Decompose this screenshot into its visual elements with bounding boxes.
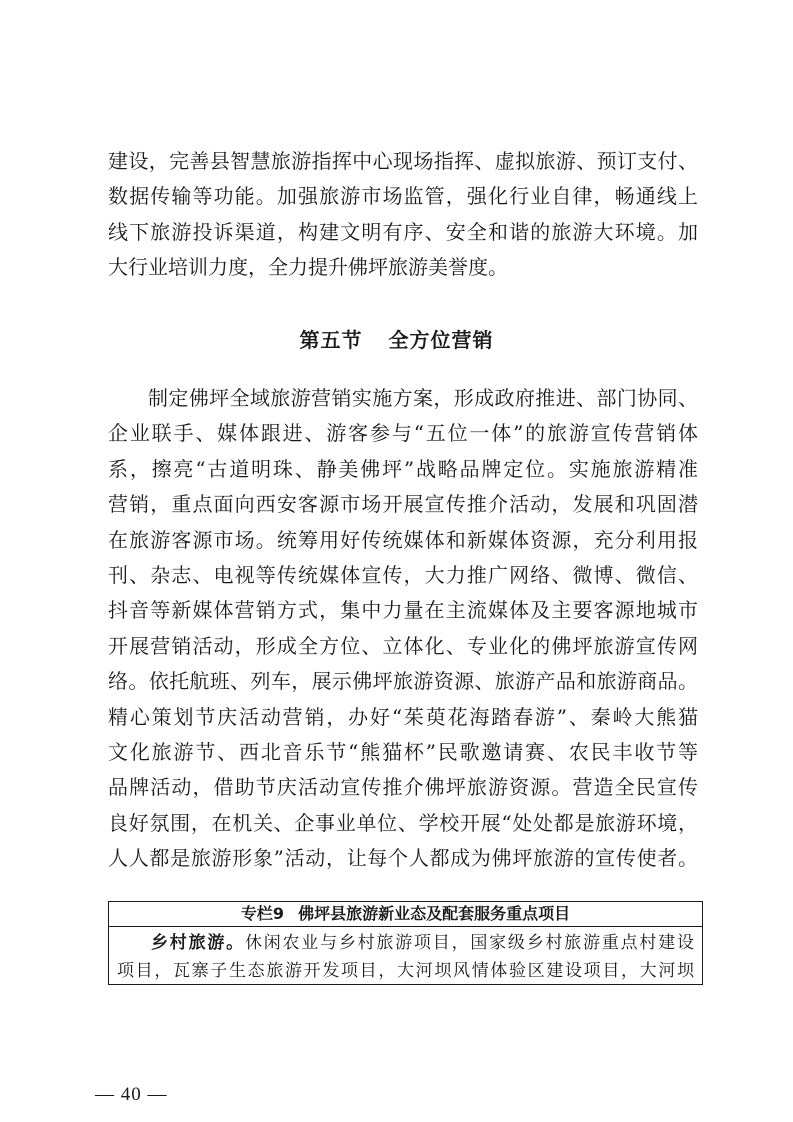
paragraph-line: 精心策划节庆活动营销，办好“茱萸花海踏春游”、秦岭大熊猫 <box>108 704 698 729</box>
box-lead: 乡村旅游。 <box>151 933 245 953</box>
paragraph-line: 良好氛围，在机关、企事业单位、学校开展“处处都是旅游环境， <box>108 810 698 835</box>
paragraph-line: 大行业培训力度，全力提升佛坪旅游美誉度。 <box>108 255 508 280</box>
sidebar-box <box>108 901 703 985</box>
paragraph-line: 企业联手、媒体跟进、游客参与“五位一体”的旅游宣传营销体 <box>108 421 698 446</box>
paragraph-line: 文化旅游节、西北音乐节“熊猫杯”民歌邀请赛、农民丰收节等 <box>108 740 698 765</box>
paragraph-line: 数据传输等功能。加强旅游市场监管，强化行业自律，畅通线上 <box>108 184 698 209</box>
paragraph-line: 制定佛坪全域旅游营销实施方案，形成政府推进、部门协同、 <box>148 386 698 410</box>
box-line <box>117 929 694 957</box>
box-line: 项目，瓦寨子生态旅游开发项目，大河坝风情体验区建设项目，大河坝 <box>117 961 694 981</box>
box-label: 专栏9 <box>240 904 285 923</box>
paragraph-line: 营销，重点面向西安客源市场开展宣传推介活动，发展和巩固潜 <box>108 492 698 517</box>
box-title <box>109 902 702 927</box>
paragraph-line: 络。依托航班、列车，展示佛坪旅游资源、旅游产品和旅游商品。 <box>108 669 698 694</box>
section-heading <box>0 324 793 353</box>
box-title-text: 佛坪县旅游新业态及配套服务重点项目 <box>298 904 571 923</box>
paragraph-line: 线下旅游投诉渠道，构建文明有序、安全和谐的旅游大环境。加 <box>108 219 698 244</box>
paragraph-line: 刊、杂志、电视等传统媒体宣传，大力推广网络、微博、微信、 <box>108 563 698 588</box>
section-label: 第五节 <box>299 328 363 352</box>
body-paragraph-1 <box>108 144 698 286</box>
body-paragraph-2 <box>108 381 698 877</box>
section-title: 全方位营销 <box>388 328 494 352</box>
box-body <box>109 927 702 985</box>
paragraph-line: 人人都是旅游形象”活动，让每个人都成为佛坪旅游的宣传使者。 <box>108 846 698 871</box>
paragraph-line: 抖音等新媒体营销方式，集中力量在主流媒体及主要客源地城市 <box>108 598 698 623</box>
page-number: — 40 — <box>95 1084 168 1105</box>
paragraph-line: 系，擦亮“古道明珠、静美佛坪”战略品牌定位。实施旅游精准 <box>108 456 698 481</box>
paragraph-line: 品牌活动，借助节庆活动宣传推介佛坪旅游资源。营造全民宣传 <box>108 775 698 800</box>
paragraph-line: 在旅游客源市场。统筹用好传统媒体和新媒体资源，充分利用报 <box>108 527 698 552</box>
paragraph-line: 开展营销活动，形成全方位、立体化、专业化的佛坪旅游宣传网 <box>108 633 698 658</box>
paragraph-line: 建设，完善县智慧旅游指挥中心现场指挥、虚拟旅游、预订支付、 <box>108 149 698 173</box>
box-line-text: 休闲农业与乡村旅游项目，国家级乡村旅游重点村建设 <box>244 933 695 953</box>
